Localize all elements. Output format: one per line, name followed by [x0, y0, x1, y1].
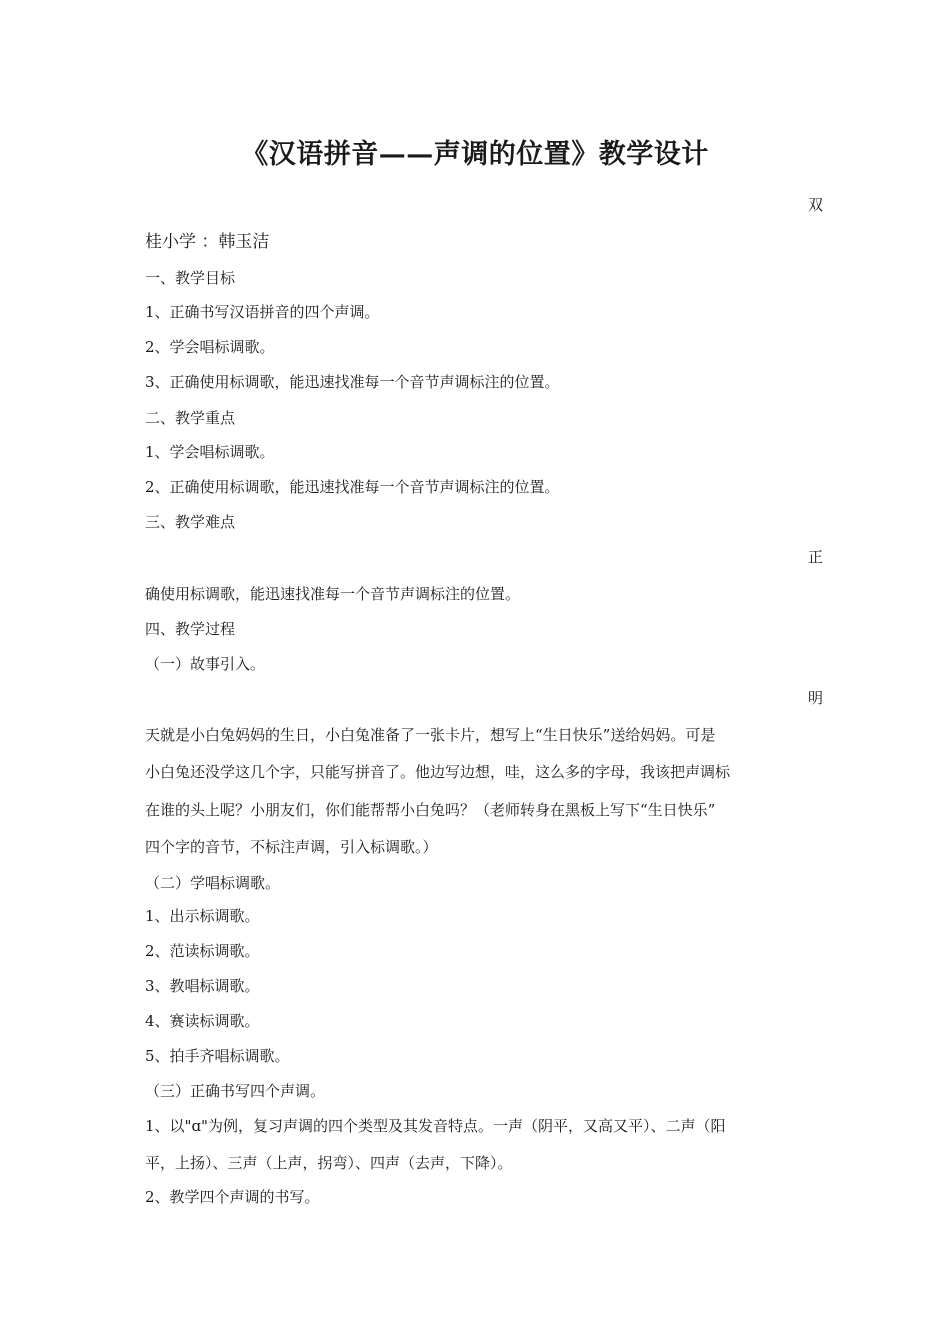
objective-3: 3、正确使用标调歌，能迅速找准每一个音节声调标注的位置。: [145, 373, 560, 391]
objective-1: 1、正确书写汉语拼音的四个声调。: [145, 303, 380, 321]
heading-process: 四、教学过程: [145, 620, 236, 638]
difficulty-right: 正: [807, 548, 823, 566]
key-point-1: 1、学会唱标调歌。: [145, 443, 275, 461]
section-2-item: 5、拍手齐唱标调歌。: [145, 1047, 290, 1065]
document-title: 《汉语拼音——声调的位置》教学设计: [241, 139, 709, 170]
section-2-item: 2、范读标调歌。: [145, 942, 260, 960]
objective-2: 2、学会唱标调歌。: [145, 338, 275, 356]
section-2-item: 3、教唱标调歌。: [145, 977, 260, 995]
section-2-item: 1、出示标调歌。: [145, 907, 260, 925]
section-3-heading: （三）正确书写四个声调。: [145, 1082, 326, 1100]
heading-objectives: 一、教学目标: [145, 269, 236, 287]
key-point-2: 2、正确使用标调歌，能迅速找准每一个音节声调标注的位置。: [145, 478, 560, 496]
difficulty-text: 确使用标调歌，能迅速找准每一个音节声调标注的位置。: [145, 585, 521, 603]
story-line-1: 天就是小白兔妈妈的生日，小白兔准备了一张卡片，想写上“生日快乐”送给妈妈。可是: [145, 726, 716, 744]
section-3-line-1: 1、以"ɑ"为例，复习声调的四个类型及其发音特点。一声（阴平，又高又平）、二声（阳: [145, 1117, 726, 1135]
story-line-3: 在谁的头上呢？小朋友们，你们能帮帮小白兔吗？（老师转身在黑板上写下“生日快乐”: [145, 801, 716, 819]
section-3-line-2: 平，上扬）、三声（上声，拐弯）、四声（去声，下降）。: [145, 1154, 513, 1172]
story-line-4: 四个字的音节，不标注声调，引入标调歌。）: [145, 838, 438, 856]
section-1-heading: （一）故事引入。: [145, 655, 266, 673]
author-line: 桂小学 ：韩玉洁: [145, 232, 270, 252]
section-2-item: 4、赛读标调歌。: [145, 1012, 260, 1030]
author-line-right: 双: [807, 196, 823, 214]
heading-key-points: 二、教学重点: [145, 409, 236, 427]
story-right: 明: [807, 689, 823, 707]
section-3-line-3: 2、教学四个声调的书写。: [145, 1188, 320, 1206]
section-2-heading: （二）学唱标调歌。: [145, 874, 281, 892]
heading-difficulty: 三、教学难点: [145, 513, 236, 531]
story-line-2: 小白兔还没学这几个字，只能写拼音了。他边写边想，哇，这么多的字母，我该把声调标: [145, 763, 731, 781]
